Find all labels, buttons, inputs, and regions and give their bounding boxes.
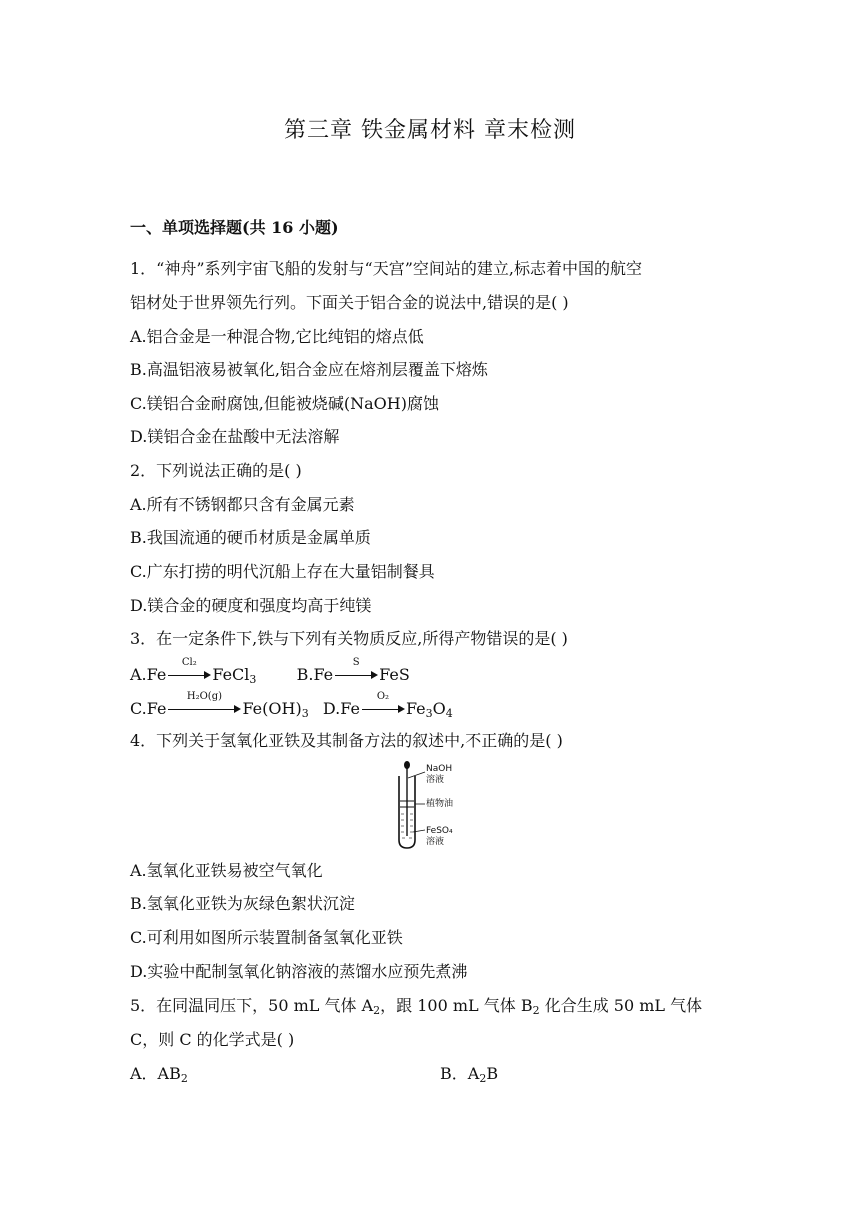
q3-option-c (130, 691, 314, 720)
reaction-condition: H₂O(g) (186, 691, 223, 702)
reaction-condition: O₂ (376, 691, 390, 702)
q5-b-label-end: B (486, 1064, 499, 1083)
reaction-arrow (166, 691, 242, 720)
q3-b-product: FeS (379, 665, 410, 684)
q2-stem: 2．下列说法正确的是( ) (130, 461, 302, 480)
subscript: 2 (532, 1004, 540, 1017)
q3-c-product: Fe(OH) (242, 699, 302, 718)
subscript: 2 (479, 1072, 487, 1085)
q5-option-a (130, 1063, 188, 1090)
q1-option-a: A.铝合金是一种混合物,它比纯铝的熔点低 (130, 327, 424, 346)
q3-options-row1 (130, 657, 410, 691)
reaction-arrow (360, 691, 406, 720)
reaction-arrow (166, 657, 212, 686)
q3-c-reactant: C.Fe (130, 699, 167, 718)
q5-b-label: B．A (440, 1064, 480, 1083)
q3-options-row2 (130, 691, 453, 725)
section-heading: 一、单项选择题(共 16 小题) (130, 218, 339, 237)
q5-stem-part1: 5．在同温同压下，50 mL 气体 A (130, 996, 374, 1015)
q3-stem: 3．在一定条件下,铁与下列有关物质反应,所得产物错误的是( ) (130, 629, 568, 648)
q3-option-a (130, 657, 262, 686)
q4-option-d: D.实验中配制氢氧化钠溶液的蒸馏水应预先煮沸 (130, 962, 468, 981)
subscript: 3 (301, 707, 309, 720)
q3-d-reactant: D.Fe (322, 699, 360, 718)
q3-a-reactant: A.Fe (130, 665, 167, 684)
q5-option-b (440, 1063, 498, 1090)
figure-label-feso4: FeSO₄ (426, 826, 453, 836)
q1-stem-line1: 1．“神舟”系列宇宙飞船的发射与“天宫”空间站的建立,标志着中国的航空 (130, 259, 642, 278)
reaction-condition: Cl₂ (181, 657, 197, 668)
q3-d-product-o: O (432, 699, 446, 718)
q3-b-reactant: B.Fe (296, 665, 334, 684)
subscript: 2 (373, 1004, 381, 1017)
q2-option-b: B.我国流通的硬币材质是金属单质 (130, 528, 371, 547)
q2-option-a: A.所有不锈钢都只含有金属元素 (130, 495, 355, 514)
subscript: 4 (445, 707, 453, 720)
figure-label-oil: 植物油 (426, 799, 454, 809)
q5-stem-line1 (130, 995, 702, 1022)
page-title: 第三章 铁金属材料 章末检测 (284, 118, 576, 143)
q5-a-label: A．AB (130, 1064, 181, 1083)
subscript: 3 (425, 707, 433, 720)
q5-stem-line2: C，则 C 的化学式是( ) (130, 1030, 295, 1049)
q4-stem: 4．下列关于氢氧化亚铁及其制备方法的叙述中,不正确的是( ) (130, 731, 563, 750)
q2-option-c: C.广东打捞的明代沉船上存在大量铝制餐具 (130, 562, 435, 581)
q3-d-product: Fe (405, 699, 426, 718)
reaction-arrow (333, 657, 379, 686)
figure-label-naoh-solution: 溶液 (426, 775, 445, 785)
q3-option-b (296, 657, 410, 684)
figure-label-naoh: NaOH (426, 764, 453, 774)
q4-option-a: A.氢氧化亚铁易被空气氧化 (130, 861, 323, 880)
subscript: 2 (180, 1072, 188, 1085)
q1-option-c: C.镁铝合金耐腐蚀,但能被烧碱(NaOH)腐蚀 (130, 394, 439, 413)
reaction-condition: S (352, 657, 360, 668)
q5-stem-part2: ，跟 100 mL 气体 B (380, 996, 533, 1015)
q5-stem-part3: 化合生成 50 mL 气体 (539, 996, 703, 1015)
q1-stem-line2: 铝材处于世界领先行列。下面关于铝合金的说法中,错误的是( ) (130, 293, 569, 312)
q1-option-b: B.高温铝液易被氧化,铝合金应在熔剂层覆盖下熔炼 (130, 360, 488, 379)
q4-option-b: B.氢氧化亚铁为灰绿色絮状沉淀 (130, 894, 355, 913)
q1-option-d: D.镁铝合金在盐酸中无法溶解 (130, 427, 340, 446)
q3-a-product: FeCl (212, 665, 250, 684)
test-tube-apparatus-figure (392, 760, 472, 852)
subscript: 3 (249, 673, 257, 686)
q4-option-c: C.可利用如图所示装置制备氢氧化亚铁 (130, 928, 403, 947)
figure-label-feso4-solution: 溶液 (426, 837, 445, 847)
q2-option-d: D.镁合金的硬度和强度均高于纯镁 (130, 596, 372, 615)
q3-option-d (322, 691, 453, 720)
